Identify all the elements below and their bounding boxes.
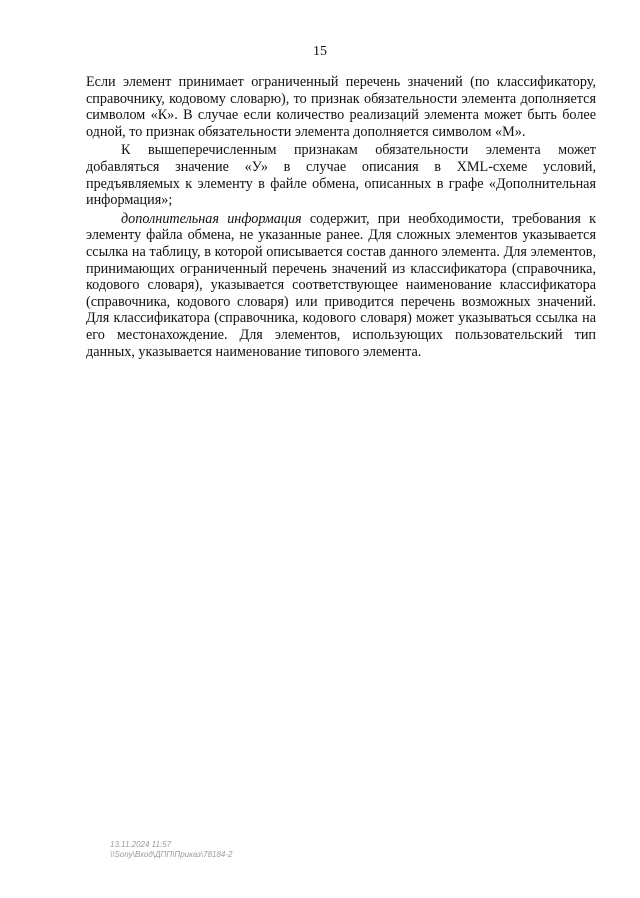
paragraph-additional-info	[86, 211, 596, 360]
document-body	[86, 74, 596, 362]
page-number: 15	[313, 44, 327, 59]
paragraph-additional-info-text: содержит, при необходимости, требования к элементу файла обмена, не указанные ранее. Для сложных элементов указывается ссылка на таблицу, в которой описывается состав данного элемента. Для элементов, принимающих ограниченный перечень значений из классификатора (справочника, кодового словаря), указывается соответствующее наименование классификатора (справочника, кодового словаря) или приводится перечень возможных значений. Для классификатора (справочника, кодового словаря) может указываться ссылка на его местонахождение. Для элементов, использующих пользовательский тип данных, указывается наименование типового элемента.	[86, 210, 596, 360]
footer-file-path: \\Sony\Вход\ДПП\Приказ\78184-2	[110, 850, 233, 859]
document-footer	[110, 840, 232, 860]
footer-timestamp: 13.11.2024 11:57	[110, 840, 172, 849]
paragraph-restricted-values: Если элемент принимает ограниченный перечень значений (по классификатору, справочнику, кодовому словарю), то признак обязательности элемента дополняется символом «К». В случае если количество реализаций элемента может быть более одной, то признак обязательности элемента дополняется символом «М».	[86, 74, 596, 140]
paragraph-conditional-attribute: К вышеперечисленным признакам обязательности элемента может добавляться значение «У» в случае описания в XML-схеме условий, предъявляемых к элементу в файле обмена, описанных в графе «Дополнительная информация»;	[86, 142, 596, 209]
term-additional-info: дополнительная информация	[121, 210, 302, 227]
